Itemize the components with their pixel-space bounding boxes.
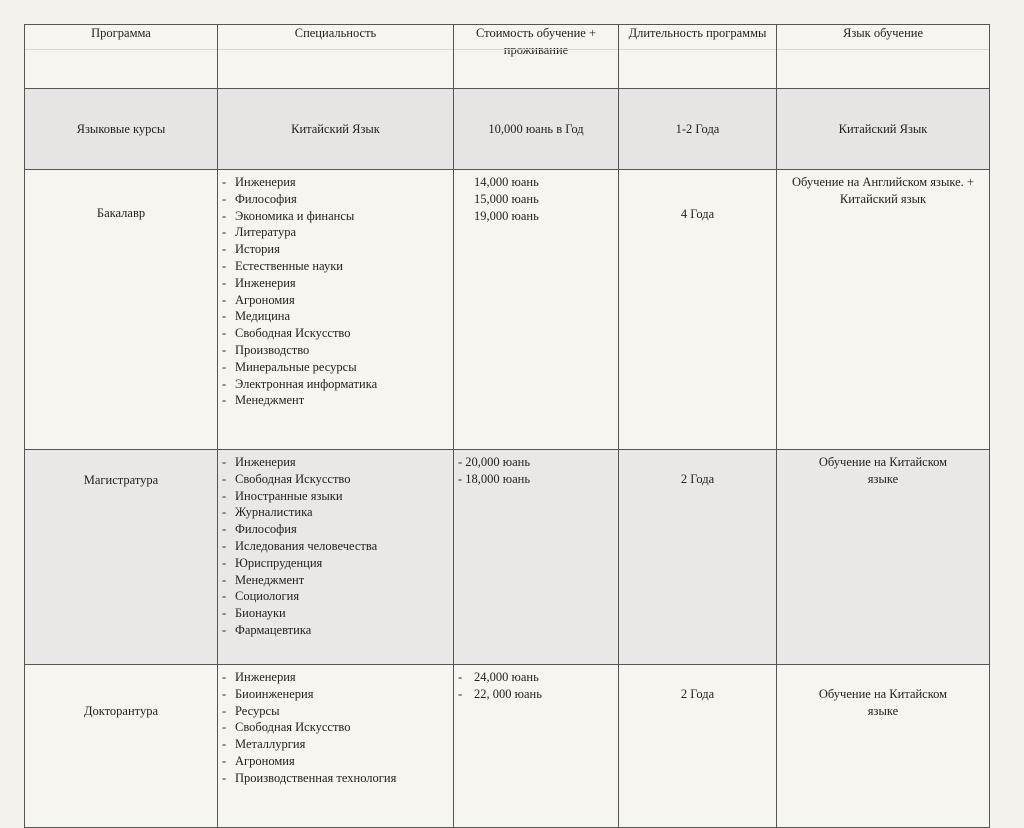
- list-item: - Производственная технология: [220, 770, 453, 787]
- cost-cell: 10,000 юань в Год: [454, 89, 619, 170]
- cost-value: 19,000 юань: [474, 208, 539, 223]
- language-cell: Обучение на Китайском языке: [777, 665, 990, 828]
- cost-value: - 18,000 юань: [458, 471, 531, 486]
- list-item: - Электронная информатика: [220, 376, 453, 393]
- list-item: - Инженерия: [220, 454, 453, 471]
- list-item: - Иностранные языки: [220, 488, 453, 505]
- duration-cell: 2 Года: [619, 665, 777, 828]
- list-item: - Философия: [220, 191, 453, 208]
- list-item: - Минеральные ресурсы: [220, 359, 453, 376]
- header-cost: Стоимость обучение + проживание: [454, 25, 619, 89]
- duration-cell: 1-2 Года: [619, 89, 777, 170]
- cost-cell: - 24,000 юань - 22, 000 юань: [454, 665, 619, 828]
- list-item: - Юриспруденция: [220, 555, 453, 572]
- list-item: - Агрономия: [220, 292, 453, 309]
- cost-value: 24,000 юань: [474, 670, 539, 684]
- list-item: - Свободная Искусство: [220, 325, 453, 342]
- list-item: - Свободная Искусство: [220, 471, 453, 488]
- specialty-list: [218, 665, 453, 787]
- list-item: - Инженерия: [220, 669, 453, 686]
- list-item: - Производство: [220, 342, 453, 359]
- language-cell: Обучение на Английском языке. + Китайский язык: [777, 170, 990, 450]
- specialty-cell: [218, 665, 454, 828]
- list-item: - Агрономия: [220, 753, 453, 770]
- program-cell: Магистратура: [25, 450, 218, 665]
- list-item: - Фармацевтика: [220, 622, 453, 639]
- duration-cell: 2 Года: [619, 450, 777, 665]
- table-row: [25, 170, 990, 450]
- table-row: [25, 89, 990, 170]
- specialty-cell: [218, 170, 454, 450]
- cost-value: 14,000 юань: [474, 175, 539, 189]
- list-item: - Инженерия: [220, 275, 453, 292]
- header-language: Язык обучение: [777, 25, 990, 89]
- duration-cell: 4 Года: [619, 170, 777, 450]
- list-item: - Экономика и финансы: [220, 208, 453, 225]
- list-item: - История: [220, 241, 453, 258]
- cost-value: 22, 000 юань: [474, 686, 542, 701]
- program-cell: Докторантура: [25, 665, 218, 828]
- list-item: - Биоинженерия: [220, 686, 453, 703]
- list-item: - Ресурсы: [220, 703, 453, 720]
- specialty-list: [218, 450, 453, 639]
- table-row: [25, 450, 990, 665]
- language-cell: Обучение на Китайском языке: [777, 450, 990, 665]
- list-item: - Менеджмент: [220, 572, 453, 589]
- list-item: - Литература: [220, 224, 453, 241]
- header-program: Программа: [25, 25, 218, 89]
- specialty-cell: Китайский Язык: [218, 89, 454, 170]
- header-row: [25, 25, 990, 89]
- programs-table: [24, 24, 990, 828]
- list-item: - Журналистика: [220, 504, 453, 521]
- specialty-cell: [218, 450, 454, 665]
- list-item: - Социология: [220, 588, 453, 605]
- table-row: [25, 665, 990, 828]
- program-cell: Языковые курсы: [25, 89, 218, 170]
- list-item: - Философия: [220, 521, 453, 538]
- list-item: - Свободная Искусство: [220, 719, 453, 736]
- language-cell: Китайский Язык: [777, 89, 990, 170]
- list-item: - Медицина: [220, 308, 453, 325]
- list-item: - Металлургия: [220, 736, 453, 753]
- header-duration: Длительность программы: [619, 25, 777, 89]
- header-specialty: Специальность: [218, 25, 454, 89]
- cost-value: - 20,000 юань: [458, 455, 531, 469]
- list-item: - Иследования человечества: [220, 538, 453, 555]
- list-item: - Менеджмент: [220, 392, 453, 409]
- list-item: - Естественные науки: [220, 258, 453, 275]
- specialty-list: [218, 170, 453, 409]
- cost-cell: [454, 170, 619, 450]
- cost-value: 15,000 юань: [474, 191, 539, 206]
- cost-cell: [454, 450, 619, 665]
- list-item: - Бионауки: [220, 605, 453, 622]
- program-cell: Бакалавр: [25, 170, 218, 450]
- list-item: - Инженерия: [220, 174, 453, 191]
